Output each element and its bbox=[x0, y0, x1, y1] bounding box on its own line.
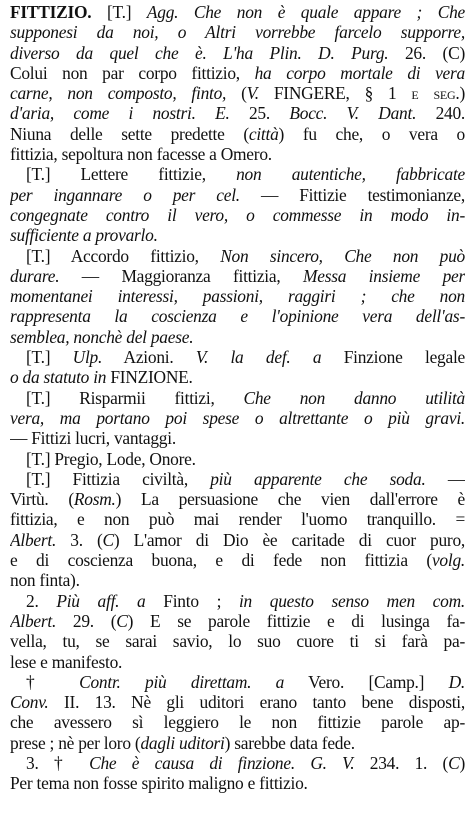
text-run: II. 13. Nè gli uditori erano tanto bene disposti, bbox=[48, 692, 465, 713]
text-run: durare. bbox=[10, 265, 60, 286]
text-run: Niuna delle sette predette ( bbox=[10, 123, 249, 144]
entry-line bbox=[10, 570, 465, 590]
entry-line bbox=[10, 652, 465, 672]
text-run: 240. bbox=[416, 103, 465, 124]
entry-line bbox=[10, 611, 465, 631]
text-run: Che non danno utilità bbox=[243, 387, 465, 408]
entry-line bbox=[10, 408, 465, 428]
entry-line bbox=[10, 306, 465, 326]
entry-line bbox=[10, 367, 465, 387]
entry-line bbox=[10, 631, 465, 651]
text-run: 25. bbox=[229, 103, 290, 124]
text-run: Virtù. ( bbox=[10, 489, 74, 510]
text-run: C bbox=[448, 752, 460, 773]
text-run: [T.] Pregio, Lode, Onore. bbox=[26, 448, 196, 469]
text-run: fittizia, sepoltura non facesse a Omero. bbox=[10, 144, 272, 165]
text-run: semblea, nonchè del paese. bbox=[10, 326, 194, 347]
text-run: lese e manifesto. bbox=[10, 651, 123, 672]
text-run: E. bbox=[215, 103, 230, 124]
text-run: V. la def. a bbox=[195, 347, 322, 368]
text-run: per ingannare o per cel. bbox=[10, 184, 240, 205]
text-run: FINGERE, § 1 e seg.) bbox=[258, 83, 465, 104]
text-run: Finto ; bbox=[145, 590, 239, 611]
text-run: 3. † bbox=[26, 752, 90, 773]
text-run: città bbox=[248, 123, 279, 144]
entry-line bbox=[10, 103, 465, 123]
text-run: [T.] Fittizia civiltà, bbox=[26, 468, 211, 489]
text-run: Rosm. bbox=[73, 489, 116, 510]
text-run: Più aff. a bbox=[56, 590, 146, 611]
text-run: 234. 1. ( bbox=[354, 752, 449, 773]
entry-line bbox=[10, 428, 465, 448]
entry-line bbox=[10, 530, 465, 550]
text-run: Vero. [Camp.] bbox=[284, 671, 449, 692]
text-run: dagli uditori bbox=[140, 732, 225, 753]
text-run: [T.] Accordo fittizio, bbox=[26, 245, 221, 266]
text-run: ha corpo mortale di vera bbox=[254, 62, 465, 83]
text-run: FINZIONE. bbox=[106, 367, 193, 388]
text-run: volg. bbox=[431, 550, 465, 571]
text-run: Non sincero, Che non può bbox=[220, 245, 465, 266]
entry-line bbox=[10, 205, 465, 225]
entry-line bbox=[10, 591, 465, 611]
text-run: [T.] Risparmii fittizi, bbox=[26, 387, 244, 408]
entry-line bbox=[10, 692, 465, 712]
text-run: ) fu che, o vera o bbox=[278, 123, 465, 144]
entry-line bbox=[10, 712, 465, 732]
entry-line bbox=[10, 124, 465, 144]
text-run: — bbox=[425, 468, 465, 489]
text-run: D. bbox=[448, 671, 465, 692]
text-run: che avessero sì leggiero le non fittizie parole ap- bbox=[10, 712, 465, 733]
text-run: V. bbox=[246, 83, 259, 104]
entry-line bbox=[10, 672, 465, 692]
text-run: Che è causa di finzione. G. V. bbox=[89, 752, 355, 773]
text-run: non autentiche, fabbricate bbox=[236, 164, 465, 185]
text-run: o da statuto in bbox=[10, 367, 107, 388]
text-run: — Maggioranza fittizia, bbox=[59, 265, 303, 286]
text-run: C bbox=[102, 529, 114, 550]
entry-line bbox=[10, 286, 465, 306]
text-run: Azioni. bbox=[102, 347, 196, 368]
text-run: più apparente che soda. bbox=[210, 468, 426, 489]
text-run: supponesi da noi, o Altri vorrebbe farcelo supporre, bbox=[10, 22, 465, 43]
text-run: momentanei interessi, passioni, raggiri ; che non bbox=[10, 286, 465, 307]
text-run: rappresenta la coscienza e l'opinione vera dell'as- bbox=[10, 306, 465, 327]
text-run: vella, tu, se sarai savio, lo suo cuore ti si farà pa- bbox=[10, 631, 465, 652]
entry-line bbox=[10, 63, 465, 83]
text-run: non finta). bbox=[10, 570, 80, 591]
entry-line bbox=[10, 550, 465, 570]
dictionary-entry-fittizio bbox=[10, 2, 465, 794]
text-run: C bbox=[116, 610, 128, 631]
entry-line bbox=[10, 753, 465, 773]
entry-line bbox=[10, 246, 465, 266]
text-run: sufficiente a provarlo. bbox=[10, 225, 158, 246]
entry-line bbox=[10, 388, 465, 408]
entry-line bbox=[10, 164, 465, 184]
entry-line bbox=[10, 469, 465, 489]
text-run: fittizia, e non può mai render l'uomo tranquillo. = bbox=[10, 509, 465, 530]
text-run: 29. ( bbox=[56, 610, 117, 631]
text-run: — Fittizie testimonianze, bbox=[239, 184, 465, 205]
text-run: prese ; nè per loro ( bbox=[10, 732, 141, 753]
entry-line bbox=[10, 327, 465, 347]
text-run: in questo senso men com. bbox=[238, 590, 465, 611]
text-run: Finzione legale bbox=[321, 347, 465, 368]
entry-line bbox=[10, 2, 465, 22]
entry-line bbox=[10, 773, 465, 793]
text-run: ) La persuasione che vien dall'errore è bbox=[115, 489, 465, 510]
text-run: vera, ma portano poi spese o altrettante o più gravi. bbox=[10, 407, 465, 428]
entry-line bbox=[10, 266, 465, 286]
entry-line bbox=[10, 347, 465, 367]
entry-line bbox=[10, 83, 465, 103]
text-run: 2. bbox=[26, 590, 57, 611]
entry-line bbox=[10, 144, 465, 164]
text-run: Albert. bbox=[10, 529, 57, 550]
text-run: Bocc. V. Dant. bbox=[289, 103, 417, 124]
entry-line bbox=[10, 22, 465, 42]
text-run: ) L'amor di Dio èe caritade di cuor puro, bbox=[113, 529, 465, 550]
text-run: Albert. bbox=[10, 610, 57, 631]
text-run bbox=[196, 103, 215, 123]
text-run: Per tema non fosse spirito maligno e fittizio. bbox=[10, 773, 308, 794]
text-run: Messa insieme per bbox=[302, 265, 465, 286]
text-run: Colui non par corpo fittizio, bbox=[10, 62, 255, 83]
entry-line bbox=[10, 43, 465, 63]
text-run: [T.] bbox=[91, 2, 147, 22]
text-run: ( bbox=[226, 83, 247, 104]
text-run: diverso da quel che è. L'ha Plin. D. Purg. bbox=[10, 42, 389, 63]
text-run: † bbox=[26, 671, 80, 692]
text-run: [T.] Lettere fittizie, bbox=[26, 164, 237, 185]
text-run: 26. (C) bbox=[388, 42, 465, 63]
text-run: d'aria, come i nostri. bbox=[10, 103, 196, 124]
text-run: — Fittizi lucri, vantaggi. bbox=[10, 428, 176, 449]
entry-line bbox=[10, 185, 465, 205]
text-run: ) E se parole fittizie e di lusinga fa- bbox=[127, 610, 465, 631]
text-run: Ulp. bbox=[72, 347, 103, 368]
text-run: carne, non composto, finto, bbox=[10, 83, 227, 104]
text-run: e di coscienza buona, e di fede non fittizia ( bbox=[10, 550, 432, 571]
entry-line bbox=[10, 733, 465, 753]
entry-line bbox=[10, 489, 465, 509]
text-run: Agg. Che non è quale appare ; Che bbox=[146, 2, 465, 22]
entry-line bbox=[10, 449, 465, 469]
text-run: Contr. più direttam. a bbox=[79, 671, 285, 692]
text-run: Conv. bbox=[10, 692, 49, 713]
entry-line bbox=[10, 509, 465, 529]
text-run: FITTIZIO. bbox=[10, 2, 92, 22]
text-run: ) bbox=[459, 752, 465, 773]
text-run: congegnate contro il vero, o commesse in modo in- bbox=[10, 204, 465, 225]
text-run: 3. ( bbox=[56, 529, 103, 550]
text-run: [T.] bbox=[26, 347, 73, 368]
text-run: ) sarebbe data fede. bbox=[224, 732, 355, 753]
entry-line bbox=[10, 225, 465, 245]
